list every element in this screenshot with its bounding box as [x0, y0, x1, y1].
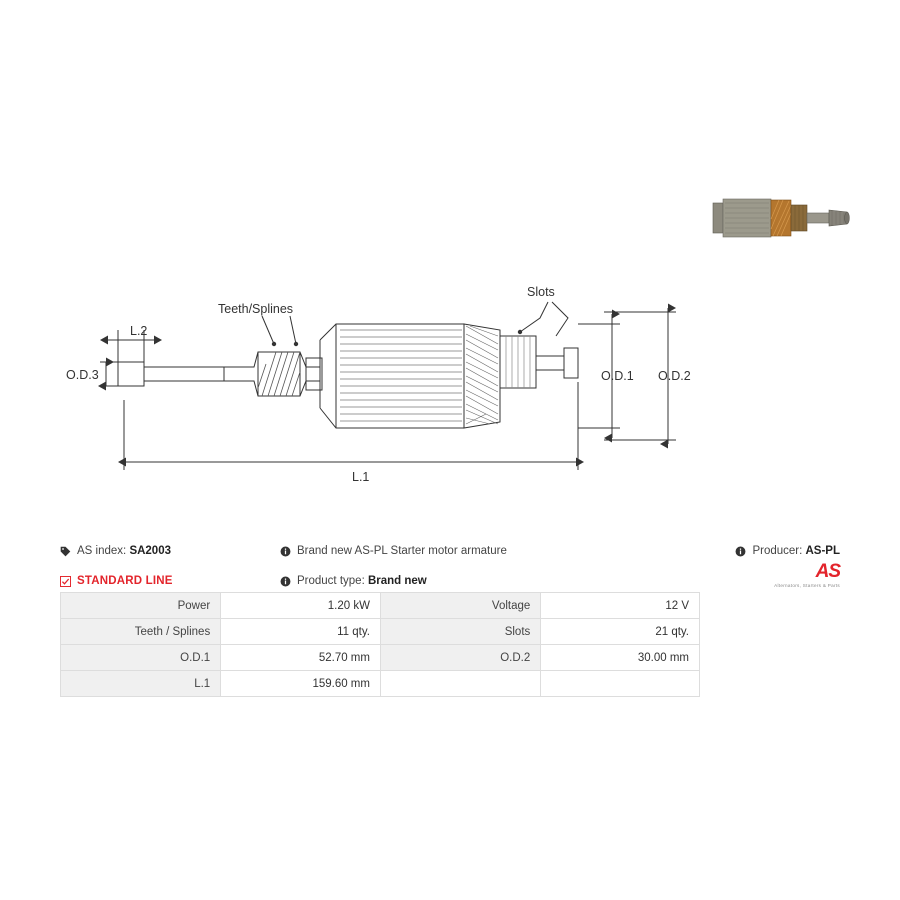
description-text: Brand new AS-PL Starter motor armature [297, 545, 507, 557]
dim-od1: O.D.1 [601, 369, 634, 383]
product-type-label: Product type: [297, 575, 365, 587]
spec-key-od1: O.D.1 [61, 645, 221, 671]
producer-cell [610, 545, 840, 557]
info-row-primary [60, 540, 840, 562]
as-index-value: SA2003 [129, 545, 171, 557]
producer-value: AS-PL [805, 545, 840, 557]
producer-label: Producer: [752, 545, 803, 557]
info-icon-producer [735, 546, 746, 557]
spec-val-od2: 30.00 mm [541, 645, 700, 671]
info-icon-product-type [280, 576, 291, 587]
as-index-cell [60, 545, 280, 557]
as-pl-logo [774, 562, 840, 588]
product-photo [705, 185, 865, 260]
spec-key-empty [380, 671, 540, 697]
product-type-cell [280, 575, 610, 587]
table-row [61, 619, 700, 645]
spec-key-slots: Slots [380, 619, 540, 645]
specifications-table [60, 592, 700, 697]
spec-key-teeth-splines: Teeth / Splines [61, 619, 221, 645]
spec-val-l1: 159.60 mm [221, 671, 381, 697]
dim-od3: O.D.3 [66, 368, 99, 382]
dim-l1: L.1 [352, 470, 370, 484]
spec-val-power: 1.20 kW [221, 593, 381, 619]
standard-line-cell [60, 575, 280, 587]
table-row [61, 645, 700, 671]
spec-val-empty [541, 671, 700, 697]
spec-val-teeth-splines: 11 qty. [221, 619, 381, 645]
table-row [61, 593, 700, 619]
spec-key-od2: O.D.2 [380, 645, 540, 671]
label-teeth-splines: Teeth/Splines [218, 302, 294, 316]
dim-l2: L.2 [130, 324, 148, 338]
label-slots: Slots [527, 285, 555, 299]
logo-mark-text: AS [815, 561, 840, 582]
check-box-icon [60, 576, 71, 587]
product-type-value: Brand new [367, 575, 427, 587]
table-row [61, 671, 700, 697]
info-row-secondary [60, 570, 840, 592]
description-cell [280, 545, 610, 557]
tag-icon [60, 546, 71, 557]
info-icon [280, 546, 291, 557]
spec-val-od1: 52.70 mm [221, 645, 381, 671]
standard-line-label: STANDARD LINE [77, 575, 173, 587]
spec-val-voltage: 12 V [541, 593, 700, 619]
logo-subtitle: Alternators, Starters & Parts [774, 583, 840, 588]
dim-od2: O.D.2 [658, 369, 691, 383]
product-info-block [60, 540, 840, 592]
spec-key-l1: L.1 [61, 671, 221, 697]
spec-val-slots: 21 qty. [541, 619, 700, 645]
spec-key-voltage: Voltage [380, 593, 540, 619]
as-index-label: AS index: [77, 545, 127, 557]
spec-key-power: Power [61, 593, 221, 619]
